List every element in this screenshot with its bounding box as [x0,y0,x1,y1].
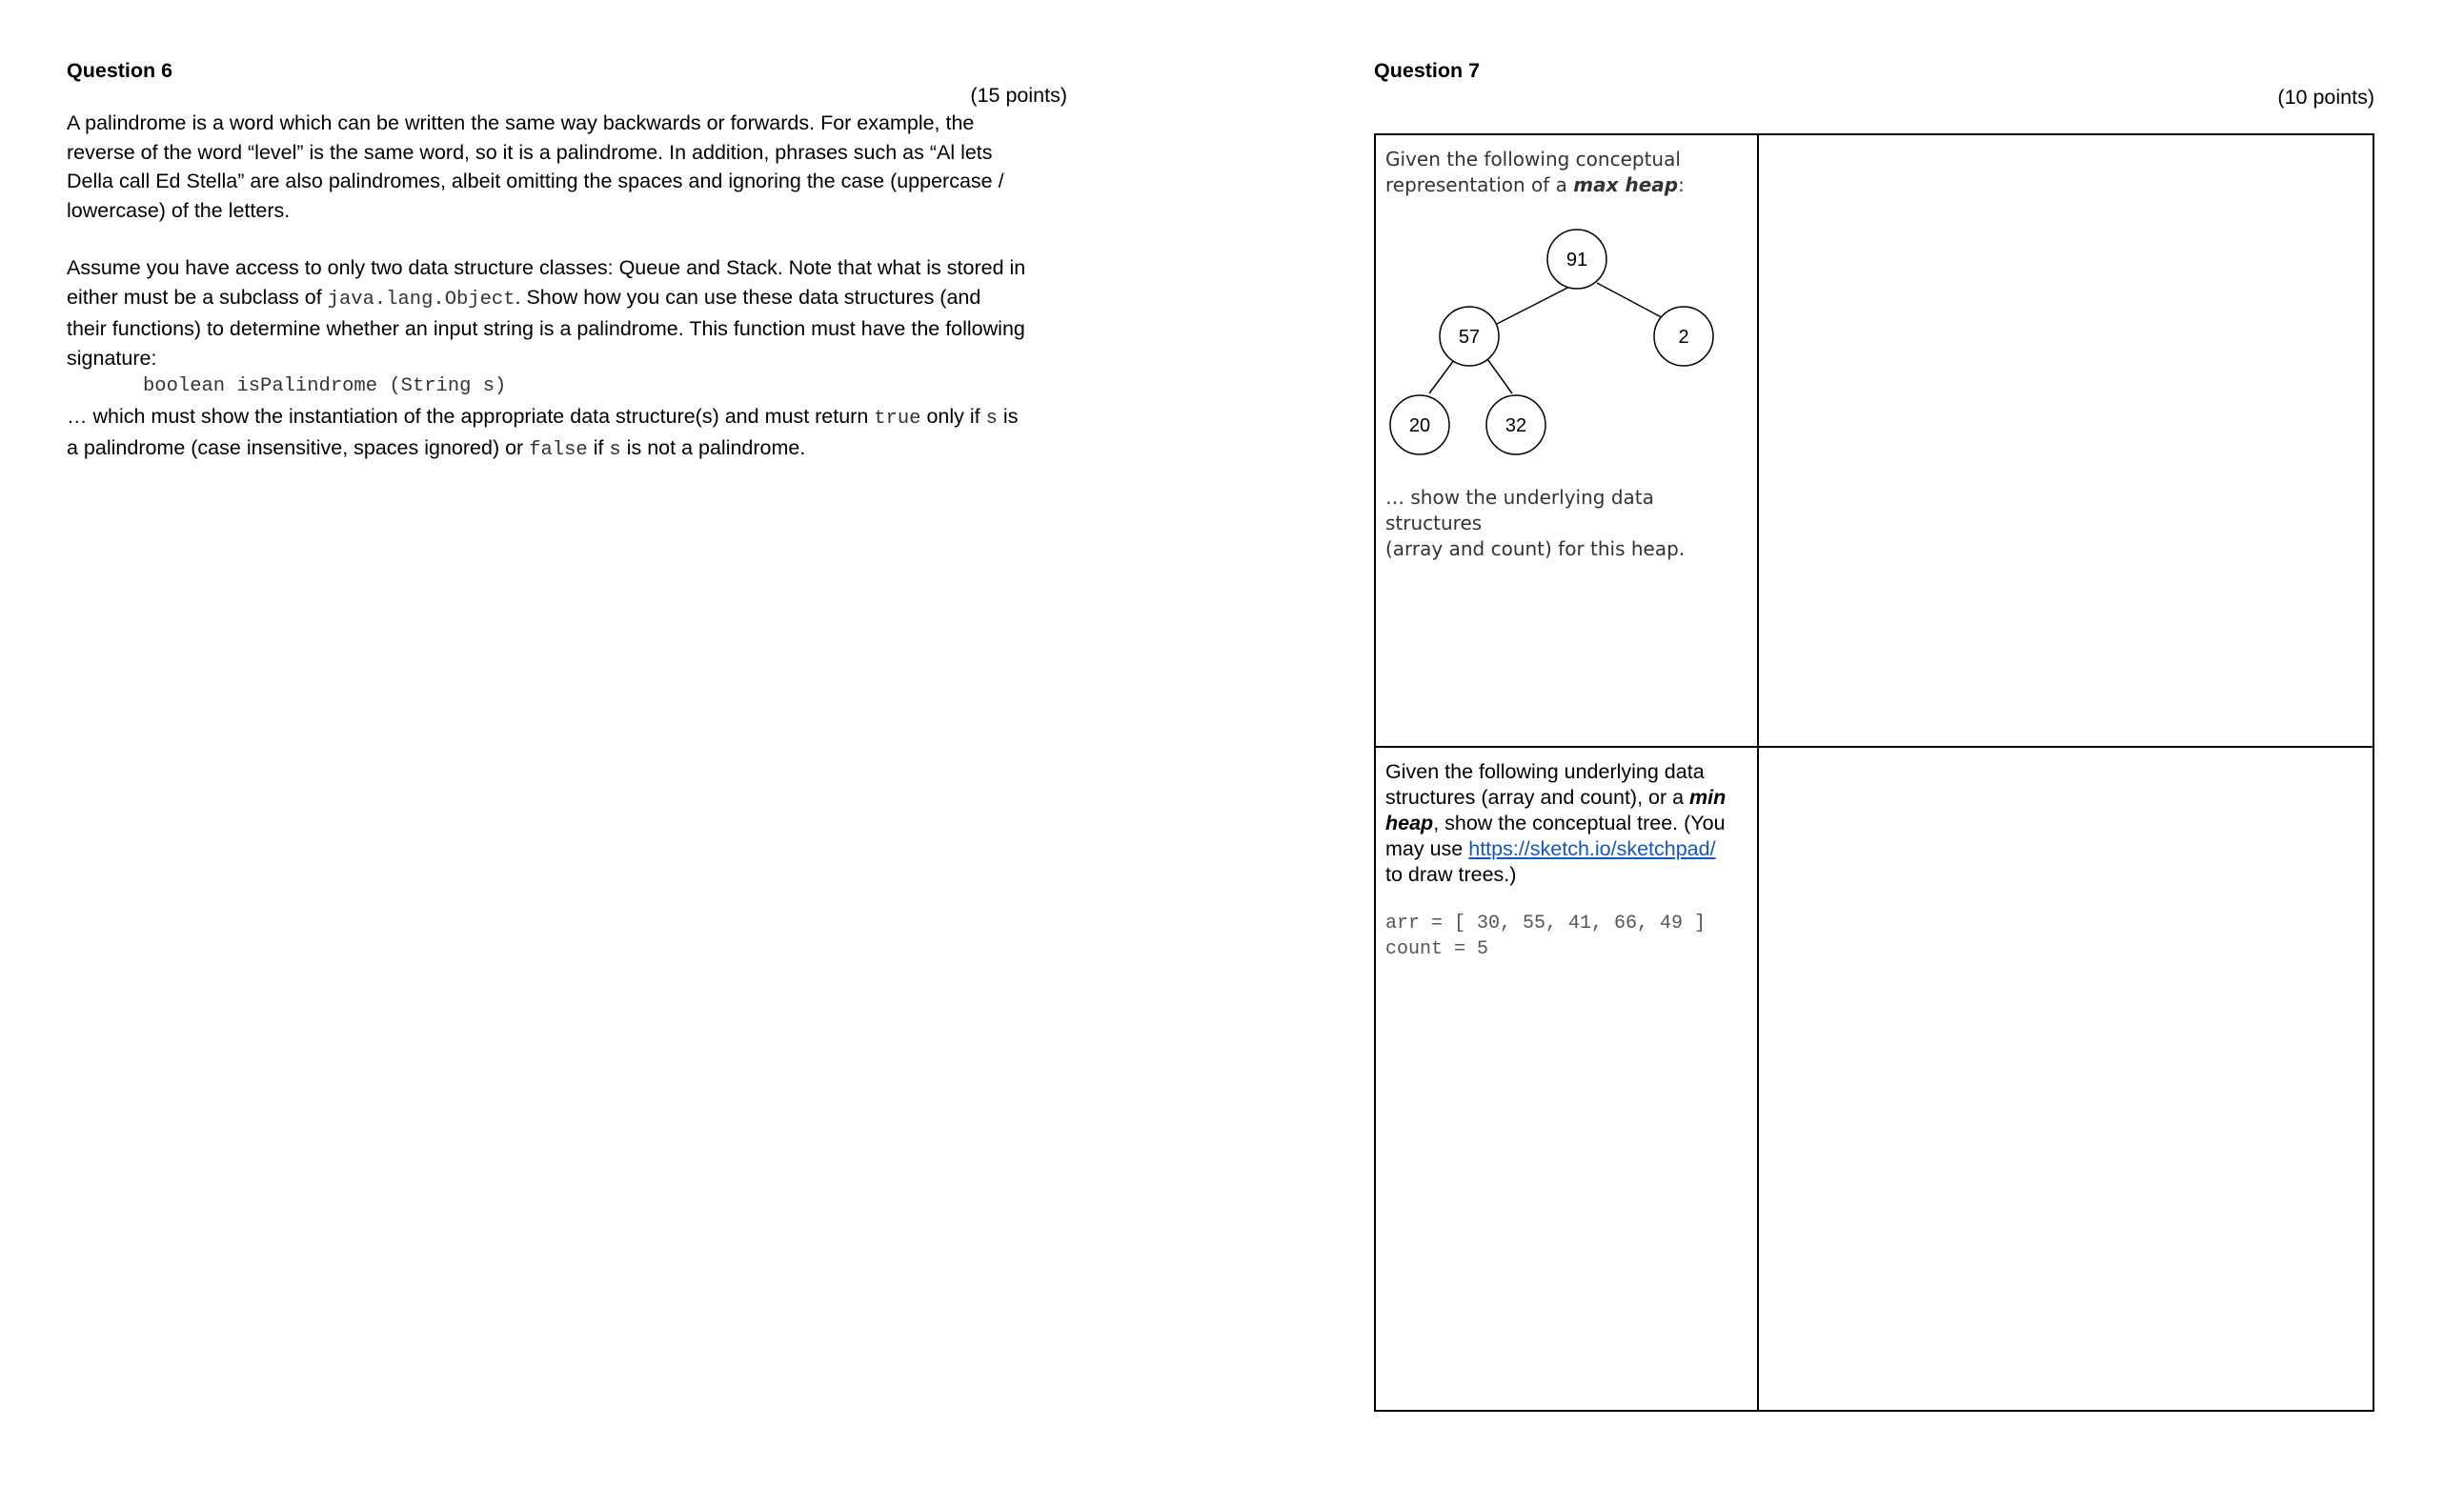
paragraph-line: Assume you have access to only two data structure classes: Queue and Stack. Note that what is stored in [67,256,1026,279]
question-7-title: Question 7 [1374,59,1481,82]
code-false: false [529,439,588,461]
code-s: s [609,439,621,461]
text-segment: structures (array and count), or a [1385,786,1690,809]
max-heap-tree-diagram [1376,135,1757,516]
tree-edge [1495,283,1577,325]
question-6-points: (15 points) [970,84,1067,107]
min-heap-prompt-cell [1376,748,1759,1410]
paragraph-line: reverse of the word “level” is the same word, so it is a palindrome. In addition, phrases such as “Al lets [67,140,993,164]
text-emphasis: max heap [1573,173,1679,196]
question-6 [67,57,1067,466]
tree-node-label: 57 [1458,327,1481,348]
question-6-title: Question 6 [67,59,173,82]
min-heap-code [1385,911,1706,962]
text-segment: . Show how you can use these data structures (and [515,285,981,309]
text-segment: is [997,404,1019,428]
text-line [1385,785,1747,811]
tree-node-label: 2 [1678,327,1689,348]
paragraph-line [67,283,1067,315]
text-line: Given the following conceptual [1385,148,1681,171]
question-7 [1374,57,2374,111]
tree-node-label: 32 [1505,415,1527,436]
tree-node-label: 91 [1565,250,1588,271]
function-signature: boolean isPalindrome (String s) [143,375,507,397]
text-line: Given the following underlying data [1385,760,1705,783]
question-6-paragraph-2 [67,253,1067,466]
text-segment: a palindrome (case insensitive, spaces ignored) or [67,436,530,459]
paragraph-line: signature: [67,346,157,370]
code-count-line: count = 5 [1385,938,1489,960]
max-heap-outro [1385,485,1747,562]
paragraph-line: A palindrome is a word which can be written the same way backwards or forwards. For example, the [67,111,975,134]
question-7-points: (10 points) [2277,86,2374,109]
text-line [1385,836,1747,862]
text-segment: only if [920,404,986,428]
text-segment: representation of a [1385,173,1574,196]
text-segment: : [1678,173,1685,196]
text-line [1385,811,1747,836]
text-line: to draw trees.) [1385,863,1517,886]
text-segment: , show the conceptual tree. (You [1433,812,1726,834]
text-segment: if [587,436,610,459]
text-segment: … which must show the instantiation of the appropriate data structure(s) and must return [67,404,875,428]
min-heap-prompt [1385,759,1747,888]
tree-edge [1597,283,1670,322]
sketchpad-link[interactable]: https://sketch.io/sketchpad/ [1468,837,1716,860]
code-true: true [874,407,921,430]
text-segment: either must be a subclass of [67,285,328,309]
code-s: s [985,407,998,430]
max-heap-prompt-cell [1376,135,1759,748]
text-line: … show the underlying data structures [1385,486,1654,534]
code-arr-line: arr = [ 30, 55, 41, 66, 49 ] [1385,913,1707,934]
question-6-paragraph-1 [67,109,1067,225]
paragraph-line [67,402,1067,434]
question-7-answer-table [1374,133,2374,1412]
text-segment: may use [1385,837,1469,860]
paragraph-line [67,433,1067,466]
text-segment: is not a palindrome. [620,436,806,459]
text-emphasis: heap [1385,812,1434,834]
code-java-lang-object: java.lang.Object [327,288,515,311]
text-line: (array and count) for this heap. [1385,537,1686,560]
max-heap-answer-area[interactable] [1759,135,2373,748]
text-emphasis: min [1689,786,1727,809]
paragraph-line: Della call Ed Stella” are also palindromes, albeit omitting the spaces and ignoring the case (uppercase / [67,170,1004,192]
paragraph-line: their functions) to determine whether an input string is a palindrome. This function must have the following [67,317,1025,340]
min-heap-answer-area[interactable] [1759,748,2373,1410]
tree-node-label: 20 [1408,415,1431,436]
paragraph-line: lowercase) of the letters. [67,198,291,222]
